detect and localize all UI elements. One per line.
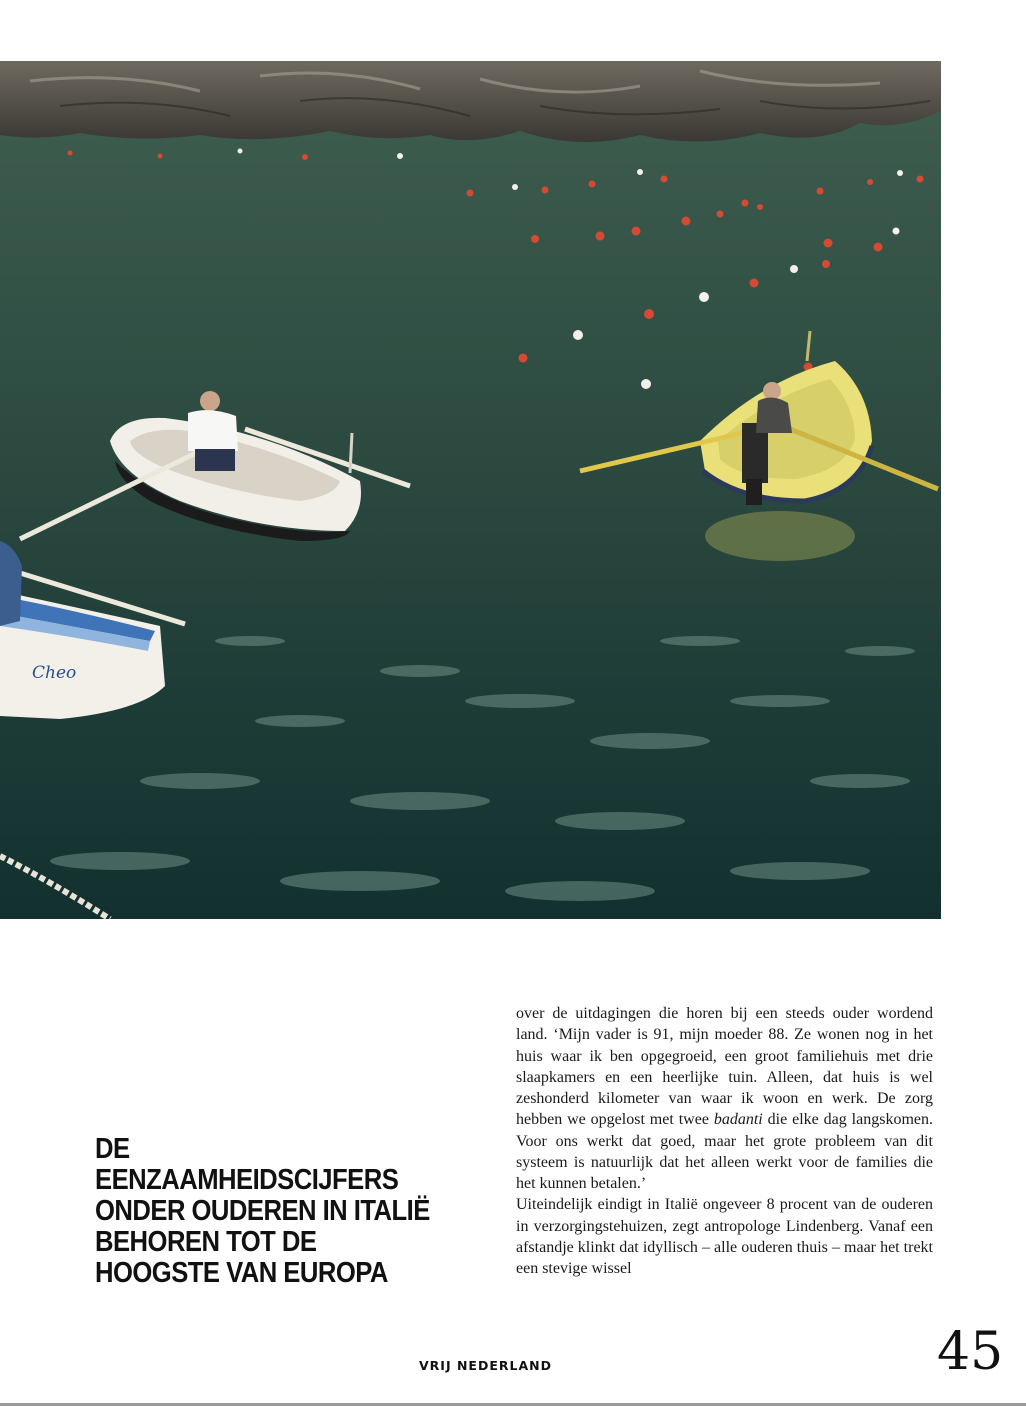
- pull-quote: DE EENZAAMHEIDSCIJFERS ONDER OUDEREN IN ITALIË BEHOREN TOT DE HOOGSTE VAN EUROPA: [95, 1133, 430, 1289]
- italic-term-badanti: badanti: [713, 1111, 763, 1129]
- page-number: 45: [937, 1322, 1004, 1382]
- paragraph-1-text-b: die elke dag langskomen. Voor ons werkt dat goed, maar het grote probleem van dit systeem is natuurlijk dat het alleen werkt voor de families die het kunnen betalen.’: [516, 1111, 933, 1192]
- rocky-shore: [0, 61, 941, 142]
- paragraph-1-text-a: over de uitdagingen die horen bij een steeds ouder wordend land. ‘Mijn vader is 91, mijn moeder 88. Ze wonen nog in het huis waar ik ben opgegroeid, een groot familiehuis met drie slaapkamers en een heerlijke tuin. Alleen, dat huis is wel zeshonderd kilometer van waar ik woon en werk. De zorg hebben we opgelost met twee: [516, 1005, 933, 1129]
- harbour-photo-illustration: [0, 61, 941, 919]
- article-paragraph-1: [516, 1003, 933, 1194]
- article-photo: [0, 61, 941, 919]
- boat-name-label: Cheo: [32, 663, 77, 683]
- magazine-brand: VRIJ NEDERLAND: [419, 1358, 552, 1373]
- article-body-column: [516, 1003, 933, 1279]
- article-paragraph-2: Uiteindelijk eindigt in Italië ongeveer 8 procent van de ouderen in verzorgingstehuizen, zegt antropologe Lindenberg. Vanaf een afstandje klinkt dat idyllisch – alle ouderen thuis – maar het trekt een stevige wissel: [516, 1196, 933, 1277]
